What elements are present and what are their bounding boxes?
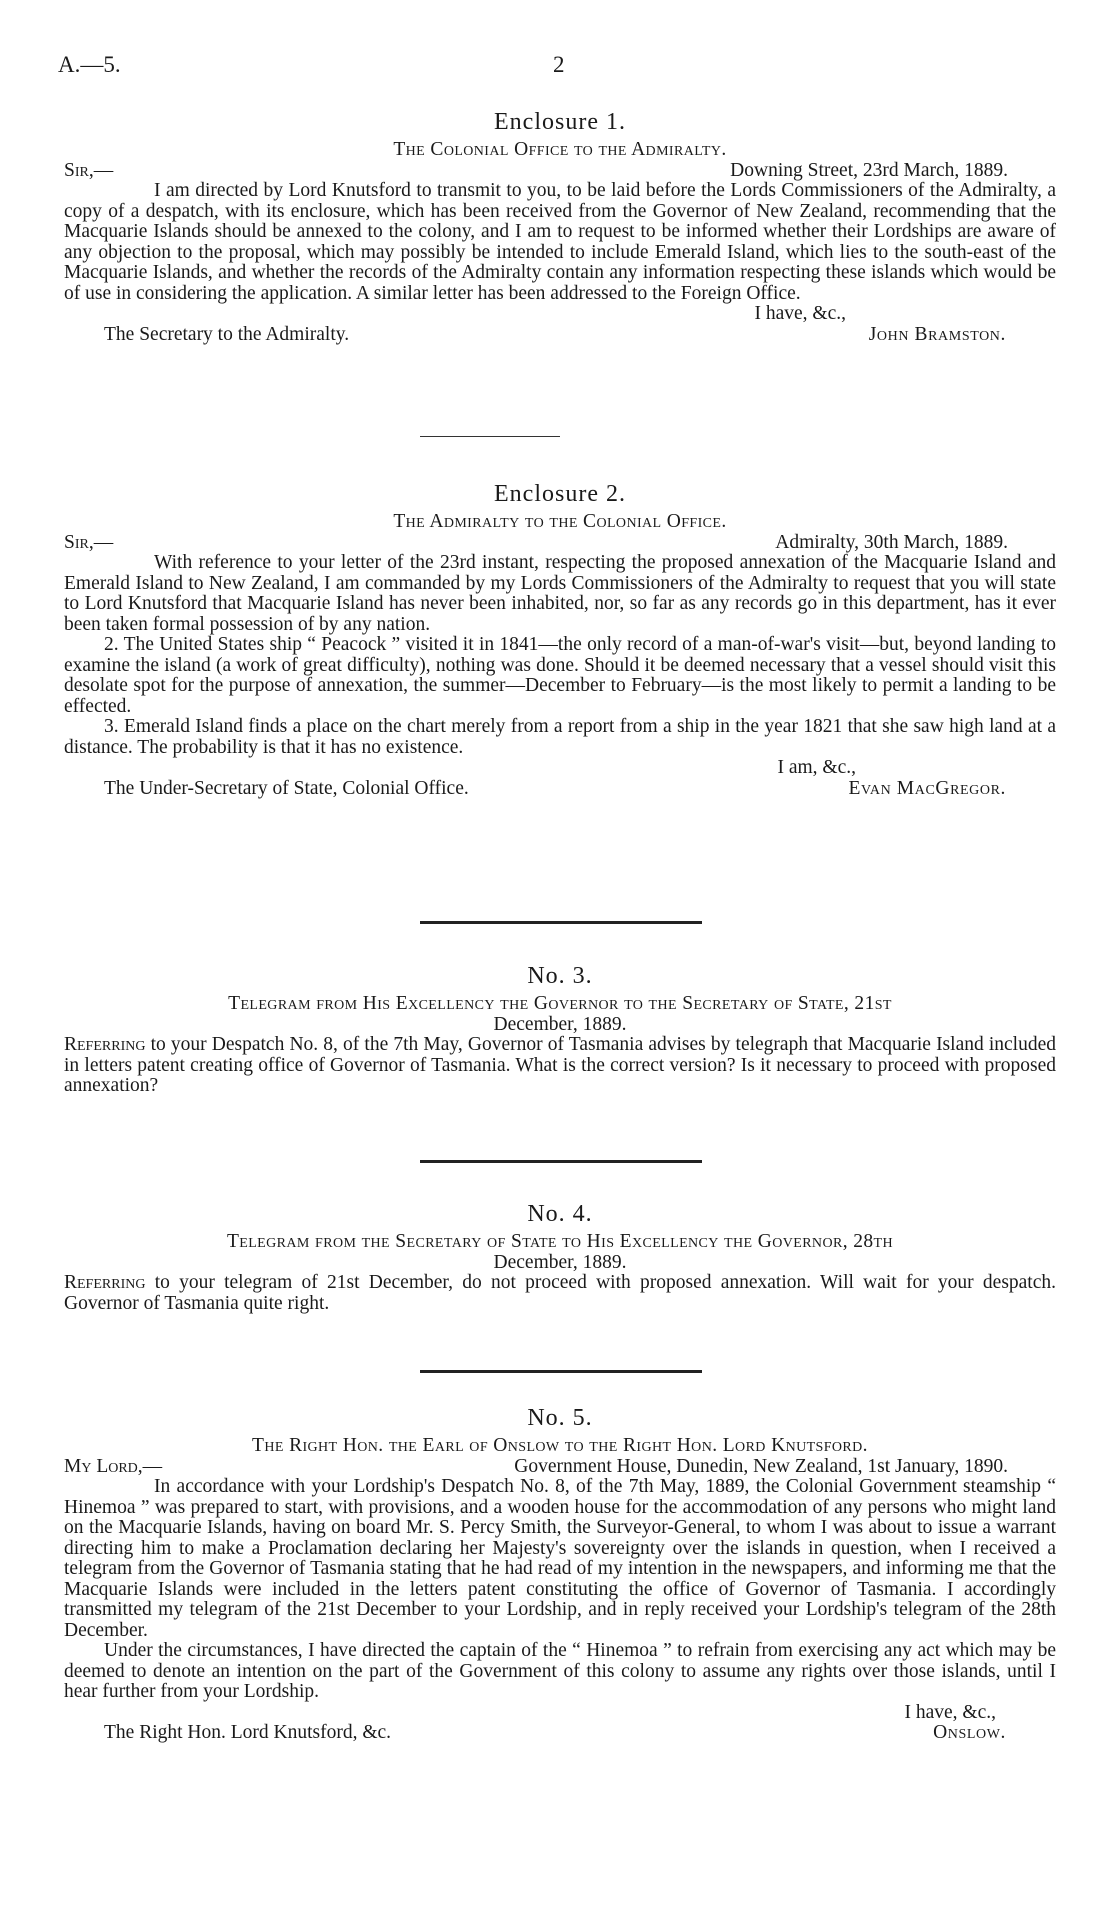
enclosure-2-title: Enclosure 2. — [494, 481, 626, 507]
enclosure-2 — [64, 480, 1056, 799]
place-date: Admiralty, 30th March, 1889. — [775, 531, 1008, 553]
document-no-5 — [64, 1404, 1056, 1744]
no-5-salutation-row — [64, 1457, 1056, 1478]
telegram-body — [64, 1035, 1056, 1097]
salutation: My Lord,— — [64, 1455, 163, 1477]
letter-body: In accordance with your Lordship's Despatch No. 8, of the 7th May, 1889, the Colonial Government steamship “ Hinemoa ” was prepared to start, with provisions, and a wooden house for the accommodation of any persons who might land on the Macquarie Islands, having on board Mr. S. Percy Smith, the Surveyor-General, to whom I was about to issue a warrant directing him to make a Proclamation declaring her Majesty's sovereignty over the islands in question, when I received a telegram from the Governor of Tasmania stating that he had read of my intention in the newspapers, and informing me that the Macquarie Islands were included in the letters patent constituting the office of Governor of Tasmania. I accordingly transmitted my telegram of the 21st December to your Lordship, and in reply received your Lordship's telegram of the 28th December. — [64, 1476, 1056, 1641]
closing: I have, &c., — [904, 1701, 996, 1723]
divider — [420, 1370, 702, 1373]
document-no-3 — [64, 962, 1056, 1097]
enclosure-2-salutation-row — [64, 533, 1056, 554]
no-3-title: No. 3. — [527, 963, 593, 989]
enclosure-1 — [64, 108, 1056, 345]
closing: I have, &c., — [754, 303, 846, 324]
salutation: Sir,— — [64, 159, 114, 181]
lead-word: Referring — [64, 1034, 146, 1055]
no-4-subtitle-date: December, 1889. — [493, 1251, 627, 1273]
telegram-body — [64, 1273, 1056, 1314]
no-5-subtitle: The Right Hon. the Earl of Onslow to the Right Hon. Lord Knutsford. — [252, 1435, 868, 1456]
divider — [420, 436, 560, 437]
place-date: Downing Street, 23rd March, 1889. — [730, 159, 1008, 181]
signature: Evan MacGregor. — [848, 777, 1006, 799]
no-4-title: No. 4. — [527, 1201, 593, 1227]
document-no-4 — [64, 1200, 1056, 1314]
no-4-subtitle: Telegram from the Secretary of State to His Excellency the Governor, 28th — [226, 1231, 894, 1252]
letter-body: 3. Emerald Island finds a place on the chart merely from a report from a ship in the year 1821 that she saw high land at a distance. The probability is that it has no existence. — [64, 716, 1056, 758]
enclosure-1-salutation-row — [64, 161, 1056, 182]
addressee: The Secretary to the Admiralty. — [104, 323, 350, 345]
salutation: Sir,— — [64, 531, 114, 553]
addressee: The Under-Secretary of State, Colonial Office. — [104, 777, 469, 799]
place-date: Government House, Dunedin, New Zealand, 1st January, 1890. — [514, 1455, 1008, 1477]
telegram-text: to your telegram of 21st December, do not proceed with proposed annexation. Will wait for your despatch. Governor of Tasmania quite right. — [64, 1272, 1057, 1314]
enclosure-1-subtitle: The Colonial Office to the Admiralty. — [393, 139, 727, 160]
addressee: The Right Hon. Lord Knutsford, &c. — [104, 1722, 392, 1743]
signature-row — [64, 1723, 1056, 1744]
signature: John Bramston. — [868, 323, 1006, 345]
divider — [420, 921, 702, 924]
closing: I am, &c., — [777, 757, 856, 778]
letter-body: 2. The United States ship “ Peacock ” visited it in 1841—the only record of a man-of-war's visit—but, beyond landing to examine the island (a work of great difficulty), nothing was done. Should it be deemed necessary that a vessel should visit this desolate spot for the purpose of annexation, the summer—December to February—is the most likely to permit a landing to be effected. — [64, 634, 1056, 717]
divider — [420, 1160, 702, 1163]
signature-row — [64, 325, 1056, 346]
lead-word: Referring — [64, 1272, 146, 1293]
page-number: 2 — [553, 52, 565, 77]
telegram-text: to your Despatch No. 8, of the 7th May, Governor of Tasmania advises by telegraph that Macquarie Island included in letters patent creating office of Governor of Tasmania. What is the correct version? Is it necessary to proceed with proposed annexation? — [64, 1034, 1056, 1096]
letter-body: Under the circumstances, I have directed the captain of the “ Hinemoa ” to refrain from exercising any act which may be deemed to denote an intention on the part of the Government of this colony to assume any rights over those islands, until I hear further from your Lordship. — [64, 1640, 1056, 1702]
enclosure-1-title: Enclosure 1. — [494, 109, 626, 135]
no-3-subtitle: Telegram from His Excellency the Governor to the Secretary of State, 21st — [228, 993, 892, 1014]
signature-row — [64, 779, 1056, 800]
document-reference: A.—5. — [58, 52, 121, 77]
no-5-title: No. 5. — [527, 1405, 593, 1431]
signature: Onslow. — [933, 1722, 1006, 1743]
letter-body: I am directed by Lord Knutsford to transmit to you, to be laid before the Lords Commissioners of the Admiralty, a copy of a despatch, with its enclosure, which has been received from the Governor of New Zealand, recommending that the Macquarie Islands should be annexed to the colony, and I am to request to be informed whether their Lordships are aware of any objection to the proposal, which may possibly be intended to include Emerald Island, which lies to the south-east of the Macquarie Islands, and whether the records of the Admiralty contain any information respecting these islands which would be of use in considering the application. A similar letter has been addressed to the Foreign Office. — [64, 180, 1056, 304]
no-3-subtitle-date: December, 1889. — [493, 1013, 627, 1035]
letter-body: With reference to your letter of the 23rd instant, respecting the proposed annexation of the Macquarie Island and Emerald Island to New Zealand, I am commanded by my Lords Commissioners of the Admiralty to request that you will state to Lord Knutsford that Macquarie Island has never been inhabited, nor, so far as any records go in this department, has it ever been taken formal possession of by any nation. — [64, 552, 1056, 635]
enclosure-2-subtitle: The Admiralty to the Colonial Office. — [393, 511, 727, 532]
